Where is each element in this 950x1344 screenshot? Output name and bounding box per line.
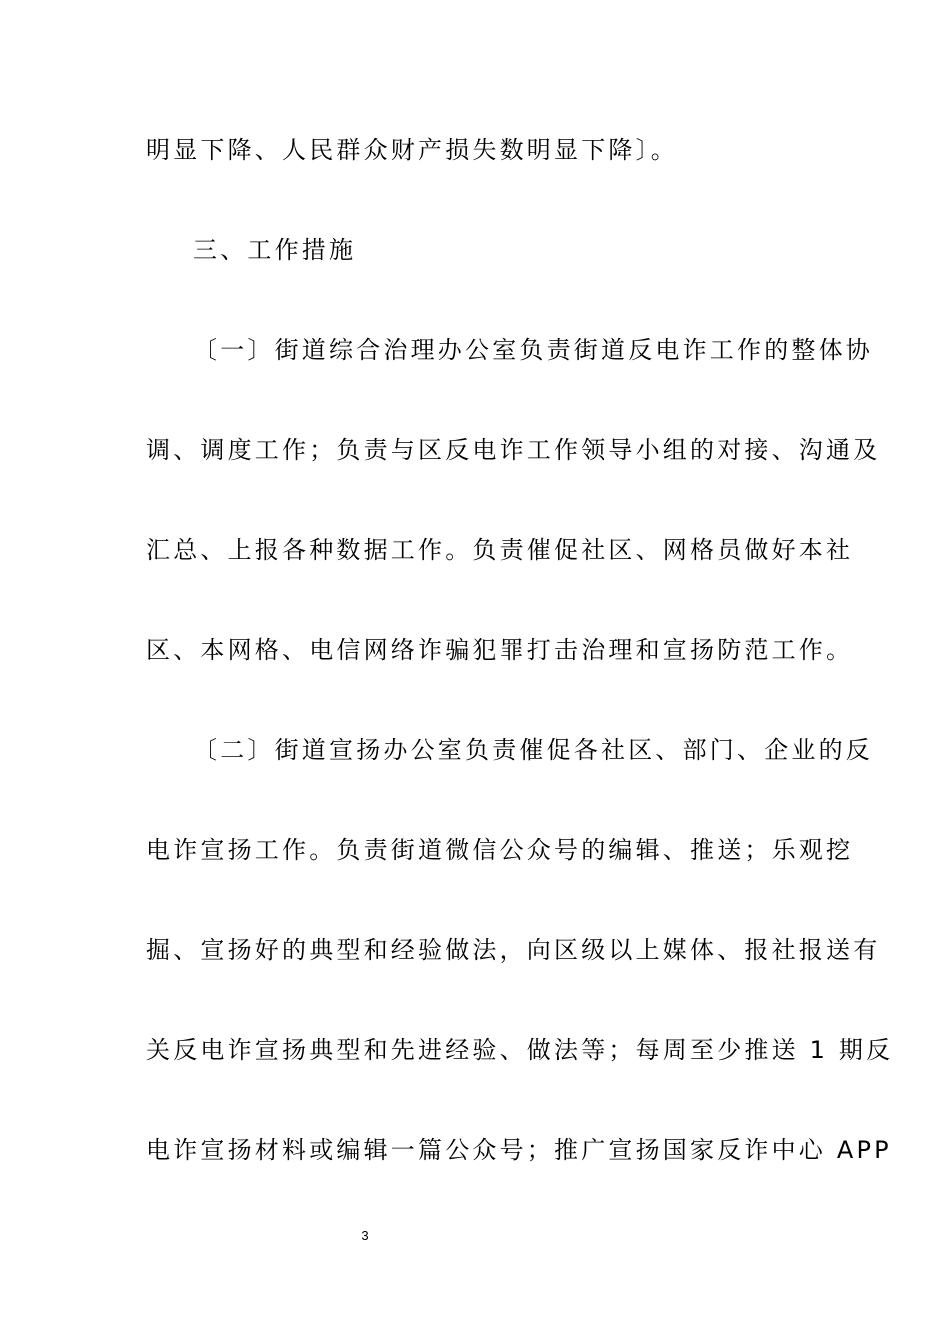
paragraph-line: 关反电诈宣扬典型和先进经验、做法等；每周至少推送 1 期反 [146,1036,894,1064]
paragraph-line: 〔二〕街道宣扬办公室负责催促各社区、部门、企业的反 [193,736,873,764]
paragraph-line: 汇总、上报各种数据工作。负责催促社区、网格员做好本社 [146,536,854,564]
paragraph-line: 明显下降、人民群众财产损失数明显下降〕。 [146,136,678,164]
paragraph-line: 掘、宣扬好的典型和经验做法，向区级以上媒体、报社报送有 [146,936,881,964]
section-heading: 三、工作措施 [193,236,357,264]
paragraph-line: 调、调度工作；负责与区反电诈工作领导小组的对接、沟通及 [146,436,881,464]
paragraph-line: 〔一〕街道综合治理办公室负责街道反电诈工作的整体协 [193,336,873,364]
paragraph-line: 电诈宣扬工作。负责街道微信公众号的编辑、推送；乐观挖 [146,836,854,864]
paragraph-line: 电诈宣扬材料或编辑一篇公众号；推广宣扬国家反诈中心 APP [146,1136,892,1164]
paragraph-line: 区、本网格、电信网络诈骗犯罪打击治理和宣扬防范工作。 [146,636,854,664]
page-number: 3 [361,1228,369,1243]
